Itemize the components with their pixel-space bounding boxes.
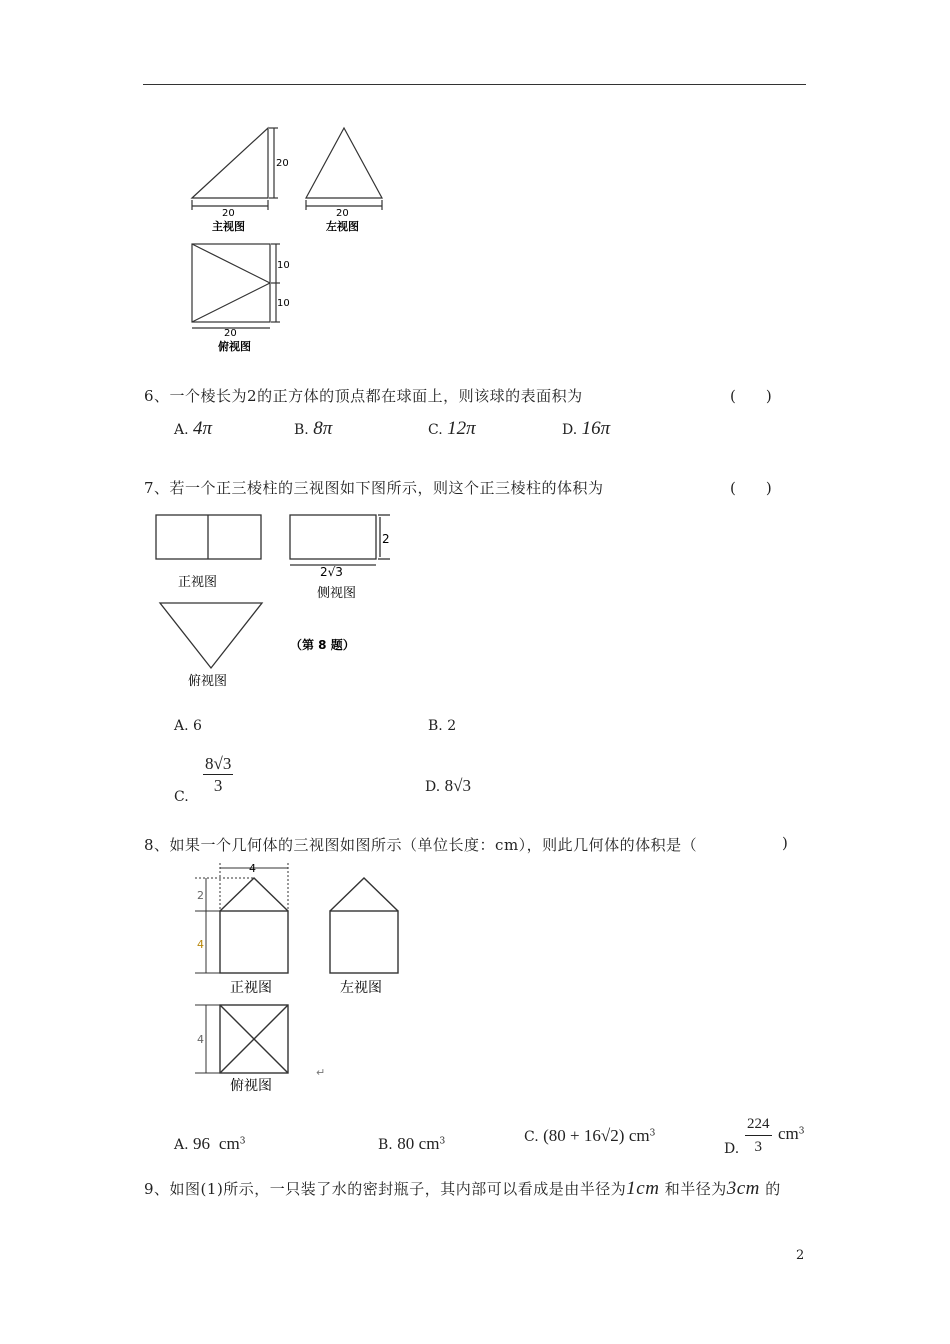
q7-answer-paren: ( ) — [730, 479, 772, 497]
q7-option-a[interactable]: A. 6 — [174, 718, 202, 734]
left-dim-width: 20 — [336, 208, 349, 219]
side-view-label: 侧视图 — [317, 586, 357, 601]
q7-option-d[interactable]: D. 8√3 — [425, 776, 471, 795]
q8-option-d-fraction: $\frac{224}{3}$ — [747, 1116, 770, 1155]
q7-three-view-figure — [150, 508, 410, 693]
side-dim-height: 2 — [382, 532, 390, 546]
q9-text: 9、如图(1)所示，一只装了水的密封瓶子，其内部可以看成是由半径为1cm 和半径为3cm 的 — [144, 1178, 781, 1199]
left-view-label: 左视图 — [326, 220, 359, 233]
q7-option-c[interactable]: C. — [174, 789, 189, 805]
top-dim-width: 20 — [224, 328, 237, 339]
front-dim-width: 4 — [249, 862, 256, 875]
q8-text: 8、如果一个几何体的三视图如图所示（单位长度：cm），则此几何体的体积是（ — [144, 836, 698, 854]
front-dim-body: 4 — [197, 938, 204, 951]
page-number: 2 — [796, 1248, 805, 1263]
q6-text: 6、一个棱长为2的正方体的顶点都在球面上，则该球的表面积为 — [144, 387, 583, 405]
q7-text: 7、若一个正三棱柱的三视图如下图所示，则这个正三棱柱的体积为 — [144, 479, 604, 497]
front-view-label: 主视图 — [212, 220, 245, 233]
front-dim-height: 20 — [276, 158, 289, 169]
side-dim-width: 2√3 — [320, 565, 343, 579]
return-mark: ↵ — [316, 1066, 326, 1079]
q8-three-view-figure — [190, 858, 410, 1098]
q7-option-c-fraction: $\frac{8√3}{3}$ — [205, 754, 232, 795]
q6-answer-paren: ( ) — [730, 387, 772, 405]
q8-option-c[interactable]: C. (80 + 16√2) $cm^3$ — [524, 1126, 656, 1145]
top-dim-lower: 10 — [277, 298, 290, 309]
front-view-label: 正视图 — [178, 575, 218, 590]
q8-option-d[interactable]: D. — [724, 1141, 740, 1157]
q7-option-b[interactable]: B. 2 — [428, 718, 457, 734]
left-view-label: 左视图 — [340, 980, 382, 996]
q8-option-a[interactable]: A. 96 $cm^3$ — [174, 1134, 246, 1153]
top-dim-side: 4 — [197, 1033, 204, 1046]
top-view-label: 俯视图 — [218, 340, 251, 353]
q8-answer-paren: ) — [782, 834, 788, 852]
top-dim-upper: 10 — [277, 260, 290, 271]
top-view-label: 俯视图 — [230, 1078, 272, 1094]
q5-three-view-figure — [180, 118, 400, 358]
q8-option-d-unit: $cm^3$ — [778, 1124, 805, 1143]
front-dim-roof: 2 — [197, 889, 204, 902]
q6-option-c[interactable]: C. 12π — [428, 418, 476, 439]
front-view-label: 正视图 — [230, 980, 272, 996]
top-view-label: 俯视图 — [188, 674, 228, 689]
figure-caption: （第 8 题） — [290, 638, 355, 652]
q6-option-b[interactable]: B. 8π — [294, 418, 333, 439]
front-dim-width: 20 — [222, 208, 235, 219]
q8-option-b[interactable]: B. 80 $cm^3$ — [378, 1134, 446, 1153]
q6-option-d[interactable]: D. 16π — [562, 418, 611, 439]
q6-option-a[interactable]: A. 4π — [174, 418, 213, 439]
header-rule — [143, 84, 806, 85]
